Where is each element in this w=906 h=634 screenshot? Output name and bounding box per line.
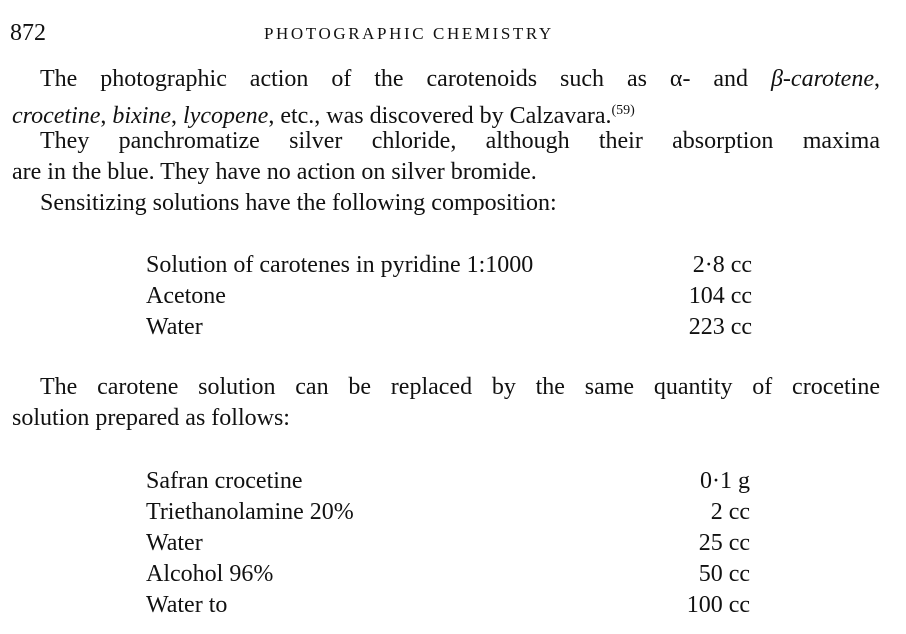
text-span: , etc., was discovered by Calzavara. bbox=[268, 103, 612, 129]
reference-superscript: (59) bbox=[611, 103, 635, 118]
ingredient-quantity: 0·1 g bbox=[700, 468, 750, 494]
text-span: , bbox=[874, 66, 880, 92]
crocetine-term: crocetine bbox=[12, 103, 101, 129]
composition-table-carotene bbox=[146, 250, 766, 343]
table-row bbox=[146, 559, 766, 590]
beta-carotene-term: β-carotene bbox=[770, 66, 874, 92]
table-row bbox=[146, 497, 766, 528]
composition-table-crocetine bbox=[146, 466, 766, 621]
text-span: , bbox=[171, 103, 184, 129]
paragraph-line bbox=[12, 64, 880, 95]
running-head: PHOTOGRAPHIC CHEMISTRY bbox=[264, 24, 554, 43]
bixine-term: bixine bbox=[112, 103, 172, 129]
ingredient-quantity: 50 cc bbox=[698, 561, 750, 587]
ingredient-name: Triethanolamine 20% bbox=[146, 499, 354, 525]
ingredient-name: Water bbox=[146, 530, 203, 556]
text-span: The photographic action of the carotenoids such as bbox=[40, 66, 670, 92]
ingredient-quantity: 2·8 cc bbox=[692, 252, 752, 278]
ingredient-name: Water to bbox=[146, 592, 228, 618]
paragraph-line: Sensitizing solutions have the following composition: bbox=[40, 190, 557, 216]
table-row bbox=[146, 312, 766, 343]
table-row bbox=[146, 281, 766, 312]
text-span: and bbox=[690, 66, 771, 92]
table-row bbox=[146, 590, 766, 621]
paragraph-carotenoids bbox=[12, 64, 880, 132]
paragraph-line: They panchromatize silver chloride, although their absorption maxima bbox=[40, 128, 880, 154]
alpha-symbol: α- bbox=[669, 66, 691, 92]
ingredient-name: Solution of carotenes in pyridine 1:1000 bbox=[146, 252, 534, 278]
ingredient-quantity: 100 cc bbox=[686, 592, 750, 618]
table-row bbox=[146, 250, 766, 281]
ingredient-quantity: 223 cc bbox=[688, 314, 752, 340]
page-number: 872 bbox=[10, 20, 46, 46]
ingredient-name: Acetone bbox=[146, 283, 226, 309]
ingredient-quantity: 25 cc bbox=[698, 530, 750, 556]
table-row bbox=[146, 528, 766, 559]
lycopene-term: lycopene bbox=[183, 103, 269, 129]
page-header bbox=[10, 20, 880, 50]
ingredient-name: Alcohol 96% bbox=[146, 561, 274, 587]
ingredient-quantity: 104 cc bbox=[688, 283, 752, 309]
table-row bbox=[146, 466, 766, 497]
paragraph-line: solution prepared as follows: bbox=[12, 405, 290, 431]
ingredient-name: Water bbox=[146, 314, 203, 340]
paragraph-line: The carotene solution can be replaced by the same quantity of crocetine bbox=[40, 374, 880, 400]
paragraph-panchromatize bbox=[12, 126, 880, 188]
paragraph-line: are in the blue. They have no action on silver bromide. bbox=[12, 159, 537, 185]
paragraph-crocetine-replacement bbox=[12, 372, 880, 434]
ingredient-quantity: 2 cc bbox=[710, 499, 750, 525]
text-span: , bbox=[100, 103, 113, 129]
paragraph-sensitizing bbox=[12, 188, 880, 219]
ingredient-name: Safran crocetine bbox=[146, 468, 303, 494]
